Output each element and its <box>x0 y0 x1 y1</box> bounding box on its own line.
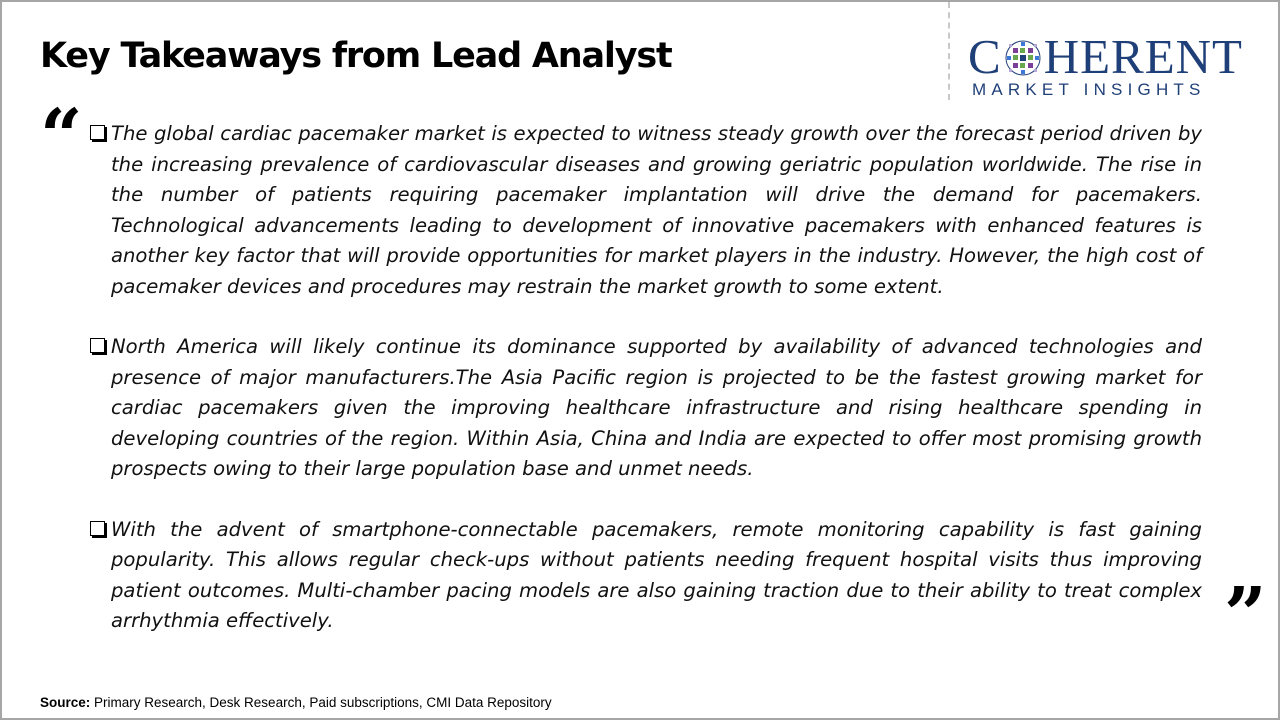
source-note <box>40 695 552 710</box>
takeaway-text: North America will likely continue its dominance supported by availability of advanced technologies and presence of major manufacturers.The Asia Pacific region is projected to be the fastest growing market for cardiac pacemakers given the improving healthcare infrastructure and rising healthcare spending in developing countries of the region. Within Asia, China and India are expected to offer most promising growth prospects owing to their large population base and unmet needs. <box>111 335 1202 480</box>
source-label: Source: <box>40 695 91 710</box>
company-logo <box>968 30 1264 102</box>
mosaic-globe-icon <box>1004 30 1042 84</box>
takeaway-list <box>88 119 1202 667</box>
checkbox-icon <box>90 125 105 140</box>
takeaway-text: With the advent of smartphone-connectable pacemakers, remote monitoring capability is fast gaining popularity. This allows regular check-ups without patients needing frequent hospital visits thus improving patient outcomes. Multi-chamber pacing models are also gaining traction due to their ability to treat complex arrhythmia effectively. <box>111 517 1202 632</box>
takeaway-item <box>88 515 1202 637</box>
slide-title: Key Takeaways from Lead Analyst <box>40 36 672 76</box>
close-quote-icon: ” <box>1224 572 1267 658</box>
checkbox-icon <box>90 521 105 536</box>
takeaway-item <box>88 332 1202 485</box>
logo-divider <box>948 2 950 100</box>
checkbox-icon <box>90 338 105 353</box>
takeaway-text: The global cardiac pacemaker market is expected to witness steady growth over the forecast period driven by the increasing prevalence of cardiovascular diseases and growing geriatric population worldwide. The rise in the number of patients requiring pacemaker implantation will drive the demand for pacemakers. Technological advancements leading to development of innovative pacemakers with enhanced features is another key factor that will provide opportunities for market players in the industry. However, the high cost of pacemaker devices and procedures may restrain the market growth to some extent. <box>111 122 1202 298</box>
logo-wordmark-left: C <box>968 29 1002 84</box>
logo-wordmark-right: HERENT <box>1043 29 1243 84</box>
takeaway-item <box>88 119 1202 302</box>
logo-tagline: MARKET INSIGHTS <box>972 80 1206 99</box>
source-text: Primary Research, Desk Research, Paid subscriptions, CMI Data Repository <box>90 695 552 710</box>
open-quote-icon: “ <box>40 94 83 180</box>
